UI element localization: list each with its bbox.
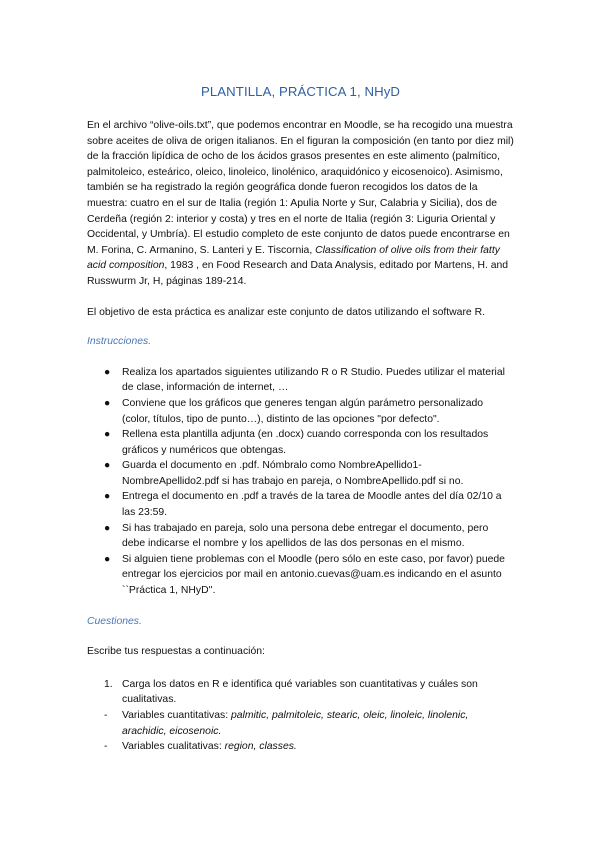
instruction-item — [87, 489, 514, 520]
instruction-text: Si alguien tiene problemas con el Moodle (pero sólo en este caso, por favor) puede entregar los ejercicios por mail en antonio.cuevas@uam.es indicando en el asunto ``Práctica 1, NHyD''. — [122, 553, 505, 597]
bullet-icon: ● — [104, 522, 111, 534]
answer-value: region, classes. — [224, 741, 297, 753]
questions-list — [87, 677, 514, 708]
instruction-text: Si has trabajado en pareja, solo una persona debe entregar el documento, pero debe indicarse el nombre y los apellidos de las dos personas en el mismo. — [122, 522, 489, 550]
answers-list — [87, 708, 514, 755]
intro-text: En el archivo “olive-oils.txt”, que podemos encontrar en Moodle, se ha recogido una muestra sobre aceites de oliva de origen italianos. En el figuran la composición (en tanto por diez mil) de la fracción lipídica de ocho de los ácidos grasos presentes en este alimento (palmítico, palmitoleico, esteárico, oleico, linoleico, linolénico, araquidónico y eicosenoico). Asimismo, también se ha registrado la región geográfica donde fueron recogidos los datos de la muestra: cuatro en el sur de Italia (región 1: Apulia Norte y Sur, Calabria y Sicilia), dos de Cerdeña (región 2: interior y costa) y tres en el norte de Italia (región 3: Liguria Oriental y Occidental, y Umbría). El estudio completo de este conjunto de datos puede encontrarse en M. Forina, C. Armanino, S. Lanteri y E. Tiscornia, — [87, 120, 514, 256]
instruction-item — [87, 458, 514, 489]
bullet-icon: ● — [104, 491, 111, 503]
answer-value: palmitic, palmitoleic, stearic, oleic, linoleic, linolenic, arachidic, eicosenoic. — [122, 710, 469, 737]
question-number: 1. — [104, 678, 113, 690]
questions-intro: Escribe tus respuestas a continuación: — [87, 646, 265, 658]
answer-item — [87, 739, 514, 755]
intro-paragraph — [87, 118, 514, 290]
bullet-icon: ● — [104, 366, 111, 378]
answer-label: Variables cualitativas: — [122, 741, 225, 753]
answer-label: Variables cuantitativas: — [122, 710, 231, 721]
question-text: Carga los datos en R e identifica qué variables son cuantitativas y cuáles son cualitativas. — [122, 678, 478, 706]
instruction-text: Conviene que los gráficos que generes tengan algún parámetro personalizado (color, títulos, tipo de punto…), distinto de las opciones "por defecto". — [122, 397, 484, 425]
citation-title: Classification of olive oils from their fatty acid composition — [87, 244, 500, 272]
dash-marker: - — [104, 710, 108, 721]
answer-item — [87, 708, 514, 739]
bullet-icon: ● — [104, 397, 111, 409]
dash-marker: - — [104, 741, 108, 753]
question-item — [87, 677, 514, 708]
bullet-icon: ● — [104, 429, 111, 441]
instruction-item — [87, 521, 514, 552]
instruction-text: Rellena esta plantilla adjunta (en .docx) cuando corresponda con los resultados gráficos y numéricos que obtengas. — [122, 429, 489, 456]
instruction-item — [87, 552, 514, 599]
questions-heading: Cuestiones. — [87, 615, 142, 627]
objective-paragraph: El objetivo de esta práctica es analizar este conjunto de datos utilizando el software R. — [87, 306, 485, 318]
instruction-item — [87, 365, 514, 396]
intro-text-end: , 1983 , en Food Research and Data Analysis, editado por Martens, H. and Russwurm Jr, H, páginas 189-214. — [87, 260, 509, 287]
instructions-list — [87, 365, 514, 599]
instruction-item — [87, 396, 514, 427]
instruction-item — [87, 427, 514, 458]
bullet-icon: ● — [104, 460, 111, 472]
instruction-text: Realiza los apartados siguientes utilizando R o R Studio. Puedes utilizar el material de clase, información de internet, … — [122, 366, 505, 394]
instruction-text: Entrega el documento en .pdf a través de la tarea de Moodle antes del día 02/10 a las 23:59. — [122, 491, 502, 519]
bullet-icon: ● — [104, 553, 111, 565]
instruction-text: Guarda el documento en .pdf. Nómbralo como NombreApellido1-NombreApellido2.pdf si has trabajo en pareja, o NombreApellido.pdf si no. — [122, 460, 464, 487]
instructions-heading: Instrucciones. — [87, 336, 152, 348]
page-title: PLANTILLA, PRÁCTICA 1, NHyD — [200, 84, 401, 99]
